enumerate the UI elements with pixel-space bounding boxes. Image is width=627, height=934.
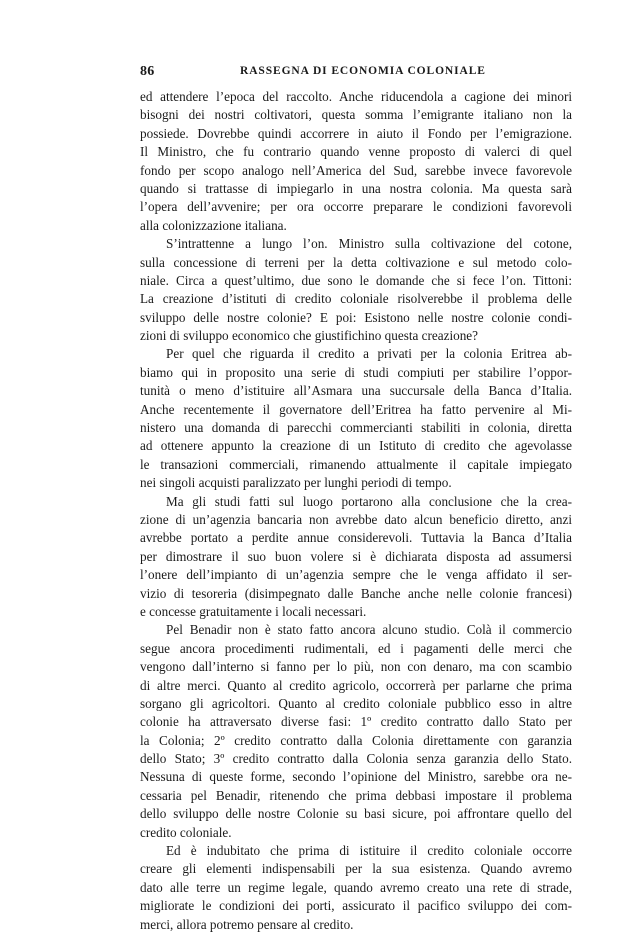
text-line: colonie ha attraversato diverse fasi: 1º credito contratto dallo Stato per <box>140 714 572 730</box>
text-line: la Colonia; 2º credito contratto dalla Colonia direttamente con garanzia <box>140 732 572 748</box>
text-line: avrebbe portato a perdite annue considerevoli. Tuttavia la Banca d’Italia <box>140 530 572 546</box>
text-line: Il Ministro, che fu contrario quando venne proposto di valerci di quel <box>140 144 572 160</box>
text-line: credito coloniale. <box>140 824 232 840</box>
text-line: merci, allora potremo pensare al credito. <box>140 916 354 932</box>
text-line: dato alle terre un regime legale, quando avremo creato una rete di strade, <box>140 879 572 895</box>
text-line: vizio di tesoreria (disimpegnato dalle Banche anche nelle colonie francesi) <box>140 585 572 601</box>
text-line: dello sviluppo delle nostre Colonie su basi sicure, poi affrontare quello del <box>140 806 572 822</box>
text-line: zioni di sviluppo economico che giustifichino questa creazione? <box>140 328 479 344</box>
text-line: e concesse gratuitamente i locali necessari. <box>140 603 367 619</box>
text-line: l’onere dell’impianto di un’agenzia sempre che le venga affidato il ser- <box>140 567 572 583</box>
text-line: S’intrattenne a lungo l’on. Ministro sulla coltivazione del cotone, <box>166 236 572 252</box>
text-line: Ma gli studi fatti sul luogo portarono alla conclusione che la crea- <box>166 493 572 509</box>
text-line: creare gli elementi indispensabili per la sua esistenza. Quando avremo <box>140 861 572 877</box>
text-line: sorgano gli agricoltori. Quanto al credito coloniale pubblico esso in altre <box>140 695 572 711</box>
page-header <box>140 64 572 84</box>
text-line: possiede. Dovrebbe quindi accorrere in aiuto il Fondo per l’emigrazione. <box>140 125 572 141</box>
paragraph <box>140 842 572 934</box>
text-line: le transazioni commerciali, rimanendo attualmente il capitale impiegato <box>140 456 572 472</box>
text-line: di altre merci. Quanto al credito agricolo, occorrerà per parlarne che prima <box>140 677 572 693</box>
text-line: ad ottenere appunto la creazione di un Istituto di credito che agevolasse <box>140 438 572 454</box>
text-line: nistero una domanda di parecchi commercianti stabiliti in colonia, diretta <box>140 420 572 436</box>
text-line: sviluppo delle nostre colonie? E poi: Esistono nelle nostre colonie condi- <box>140 309 572 325</box>
text-line: nei singoli acquisti paralizzato per lunghi periodi di tempo. <box>140 475 452 491</box>
text-line: cessaria pel Benadir, ritenendo che prima debbasi impostare il problema <box>140 787 572 803</box>
text-line: alla colonizzazione italiana. <box>140 217 287 233</box>
text-line: Per quel che riguarda il credito a privati per la colonia Eritrea ab- <box>166 346 572 362</box>
text-line: per dimostrare il suo buon volere si è dichiarata disposta ad assumersi <box>140 548 572 564</box>
body-text <box>140 88 572 934</box>
text-line: sulla concessione di terreni per la detta coltivazione e sul metodo colo- <box>140 254 572 270</box>
text-line: quando si trattasse di impiegarlo in una nostra colonia. Ma questa sarà <box>140 180 572 196</box>
text-line: Ed è indubitato che prima di istituire il credito coloniale occorre <box>166 843 572 859</box>
text-line: Pel Benadir non è stato fatto ancora alcuno studio. Colà il commercio <box>166 622 572 638</box>
page-number: 86 <box>140 64 155 79</box>
paragraph <box>140 621 572 842</box>
running-title: RASSEGNA DI ECONOMIA COLONIALE <box>240 65 486 77</box>
paragraph <box>140 493 572 622</box>
paragraph <box>140 235 572 345</box>
text-line: tunità o meno d’istituire all’Asmara una succursale della Banca d’Italia. <box>140 383 572 399</box>
text-line: dello Stato; 3º credito contratto dalla Colonia senza garanzia dello Stato. <box>140 751 572 767</box>
paragraph <box>140 88 572 235</box>
text-line: biamo qui in proposito una serie di studi compiuti per stabilire l’oppor- <box>140 364 572 380</box>
text-line: Nessuna di queste forme, secondo l’opinione del Ministro, sarebbe ora ne- <box>140 769 572 785</box>
paragraph <box>140 345 572 492</box>
text-line: bisogni dei nostri coltivatori, questa somma l’emigrante italiano non la <box>140 107 572 123</box>
text-line: zione di un’agenzia bancaria non avrebbe dato alcun beneficio diretto, anzi <box>140 511 572 527</box>
text-line: Anche recentemente il governatore dell’Eritrea ha fatto pervenire al Mi- <box>140 401 572 417</box>
text-line: La creazione d’istituti di credito coloniale risolverebbe il problema delle <box>140 291 572 307</box>
text-line: fondo per scopo analogo nell’America del Sud, sarebbe invece favorevole <box>140 162 572 178</box>
text-line: ed attendere l’epoca del raccolto. Anche riducendola a cagione dei minori <box>140 89 572 104</box>
text-line: niale. Circa a quest’ultimo, due sono le domande che si fece l’on. Tittoni: <box>140 272 572 288</box>
text-line: l’opera dell’avvenire; per ora occorre preparare le condizioni favorevoli <box>140 199 572 215</box>
text-line: vengono dall’interno si fanno per lo più, non con denaro, ma con scambio <box>140 659 572 675</box>
text-line: migliorate le condizioni dei porti, assicurato il pacifico sviluppo dei com- <box>140 898 572 914</box>
text-line: segue ancora procedimenti rudimentali, ed i pagamenti delle merci che <box>140 640 572 656</box>
